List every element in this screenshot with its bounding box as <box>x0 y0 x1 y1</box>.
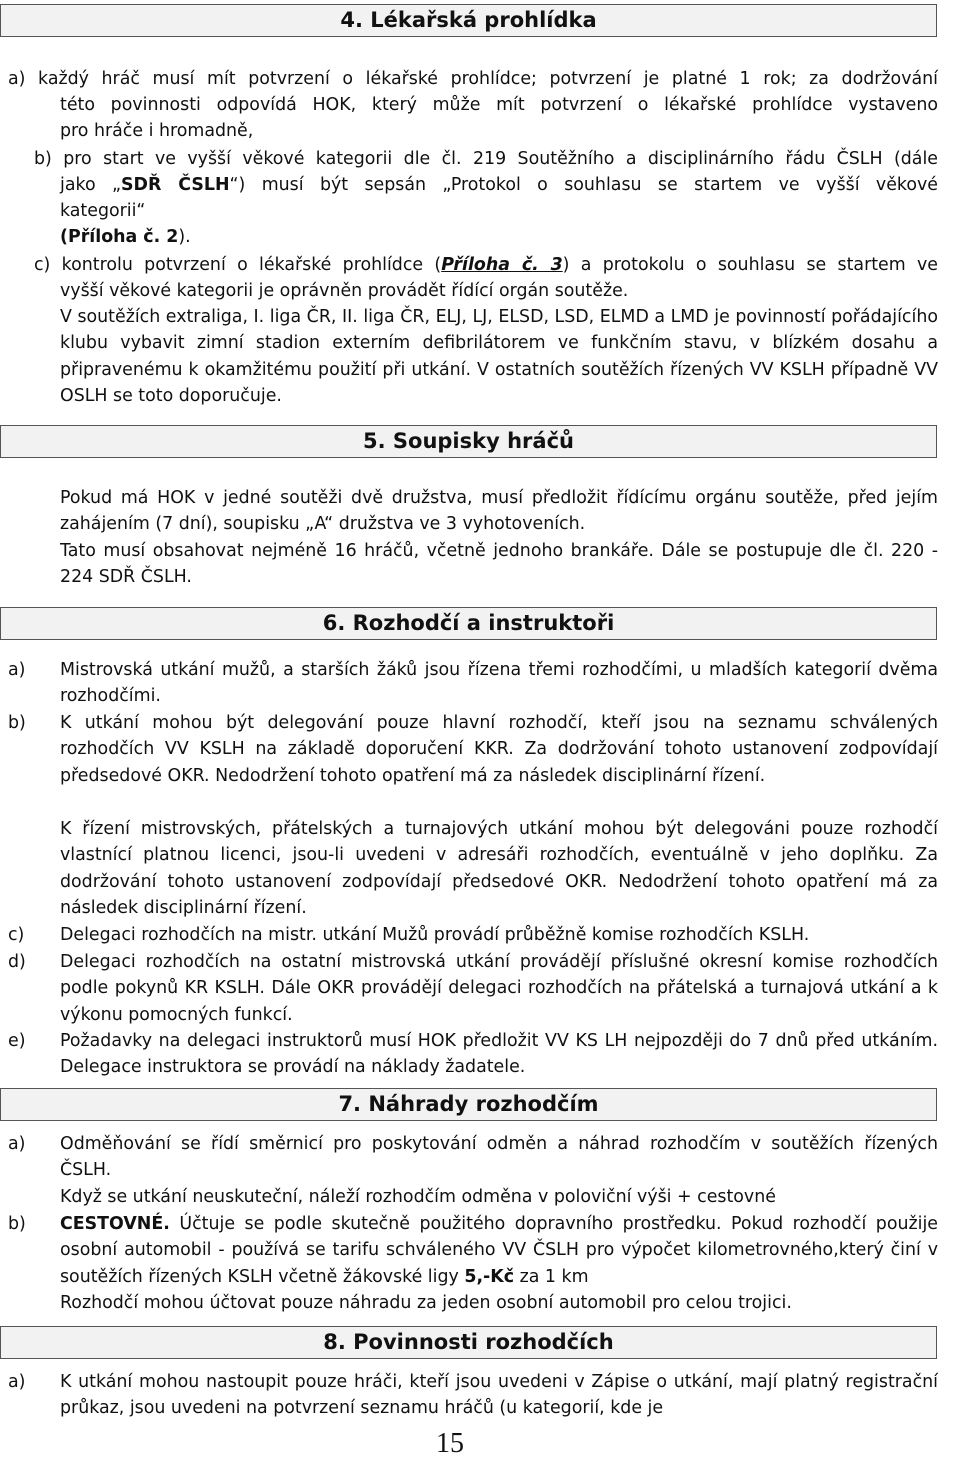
section-6-heading: 6. Rozhodčí a instruktoři <box>0 607 937 640</box>
s4-c1-bold: Příloha č. 3 <box>441 255 563 275</box>
s7-last-line: Rozhodčí mohou účtovat pouze náhradu za jeden osobní automobil pro celou trojici. <box>60 1293 792 1313</box>
s6-d-text: Delegaci rozhodčích na ostatní mistrovská utkání provádějí příslušné okresní komise rozhodčích podle pokynů KR KSLH. Dále OKR provádějí delegaci rozhodčích na přátelská a turnajová utkání a k výkonu pomocných funkcí. <box>60 952 938 1025</box>
s6-b-label: b) <box>8 713 26 733</box>
s4-c-line2: vyšší věkové kategorii je oprávněn provádět řídící orgán soutěže. <box>60 281 629 301</box>
section-7-heading: 7. Náhrady rozhodčím <box>0 1088 937 1121</box>
section-8-heading: 8. Povinnosti rozhodčích <box>0 1326 937 1359</box>
s7-b-text <box>60 1211 938 1290</box>
s4-c1-post: ) a protokolu o souhlasu se startem ve <box>562 255 938 275</box>
s4-a-line1: a) každý hráč musí mít potvrzení o lékařské prohlídce; potvrzení je platné 1 rok; za dodržování <box>8 69 938 89</box>
s7-cancelled-match-text: Když se utkání neuskuteční, náleží rozhodčím odměna v poloviční výši + cestovné <box>60 1187 776 1207</box>
s4-c1-pre: c) kontrolu potvrzení o lékařské prohlídce ( <box>34 255 442 275</box>
s4-b-line1: b) pro start ve vyšší věkové kategorii dle čl. 219 Soutěžního a disciplinárního řádu ČSLH (dále <box>34 149 938 169</box>
s7-b-text1: Účtuje se podle skutečně použitého dopravního prostředku. Pokud rozhodčí použije osobní automobil - používá se tarifu schváleného VV ČSLH pro výpočet kilometrovného,který činí v soutěžích řízených KSLH včetně žákovské ligy <box>60 1214 938 1287</box>
s6-d-label: d) <box>8 952 26 972</box>
s7-b-bold: CESTOVNÉ. <box>60 1214 170 1234</box>
s7-a-label: a) <box>8 1134 26 1154</box>
s4-b4-bold: (Příloha č. 2 <box>60 227 179 247</box>
s4-b2-bold: SDŘ ČSLH <box>120 175 230 195</box>
s5-paragraph-2: Tato musí obsahovat nejméně 16 hráčů, včetně jednoho brankáře. Dále se postupuje dle čl. 220 - 224 SDŘ ČSLH. <box>60 541 938 588</box>
s7-b-amount: 5,-Kč <box>464 1266 515 1287</box>
page-number: 15 <box>436 1428 464 1459</box>
s6-c-text: Delegaci rozhodčích na mistr. utkání Mužů provádí průběžně komise rozhodčích KSLH. <box>60 925 810 945</box>
s7-b-text2: za 1 km <box>514 1266 589 1287</box>
s5-paragraph-1: Pokud má HOK v jedné soutěži dvě družstva, musí předložit řídícímu orgánu soutěže, před jejím zahájením (7 dní), soupisku „A“ družstva ve 3 vyhotoveních. <box>60 488 938 535</box>
section-4-heading: 4. Lékařská prohlídka <box>0 4 937 37</box>
s7-a-text: Odměňování se řídí směrnicí pro poskytování odměn a náhrad rozhodčím v soutěžích řízených ČSLH. <box>60 1134 938 1181</box>
s6-e-label: e) <box>8 1031 26 1051</box>
s6-a-text: Mistrovská utkání mužů, a starších žáků jsou řízena třemi rozhodčími, u mladších kategorií dvěma rozhodčími. <box>60 660 938 707</box>
section-5-heading: 5. Soupisky hráčů <box>0 425 937 458</box>
s4-defibrillator-paragraph: V soutěžích extraliga, I. liga ČR, II. liga ČR, ELJ, LJ, ELSD, LSD, ELMD a LMD je povinností pořádajícího klubu vybavit zimní stadion externím defibrilátorem ve funkčním stavu, v blízkém dosahu a připravenému k okamžitému použití při utkání. V ostatních soutěžích řízených VV KSLH případně VV OSLH se toto doporučuje. <box>60 307 938 407</box>
s4-b-line2 <box>60 172 938 198</box>
s6-e-text: Požadavky na delegaci instruktorů musí HOK předložit VV KS LH nejpozději do 7 dnů před utkáním. Delegace instruktora se provádí na náklady žadatele. <box>60 1031 938 1078</box>
s7-b-label: b) <box>8 1214 26 1234</box>
s6-b-text-2: K řízení mistrovských, přátelských a turnajových utkání mohou být delegováni pouze rozhodčí vlastnící platnou licenci, jsou-li uvedeni v adresáři rozhodčích, eventuálně v jeho doplňku. Za dodržování tohoto ustanovení zodpovídají předsedové OKR. Nedodržení tohoto opatření má za následek disciplinární řízení. <box>60 819 938 919</box>
s4-a-line3: pro hráče i hromadně, <box>60 121 254 141</box>
s4-b2-post: “) musí být sepsán „Protokol o souhlasu se startem ve vyšší věkové <box>229 175 938 195</box>
s4-b-line3: kategorii“ <box>60 201 146 221</box>
s8-a-text: K utkání mohou nastoupit pouze hráči, kteří jsou uvedeni v Zápise o utkání, mají platný registrační průkaz, jsou uvedeni na potvrzení seznamu hráčů (u kategorií, kde je <box>60 1372 938 1419</box>
s8-a-label: a) <box>8 1372 26 1392</box>
s6-b-text-1: K utkání mohou být delegování pouze hlavní rozhodčí, kteří jsou na seznamu schválených rozhodčích VV KSLH na základě doporučení KKR. Za dodržování tohoto ustanovení zodpovídají předsedové OKR. Nedodržení tohoto opatření má za následek disciplinární řízení. <box>60 713 938 786</box>
s6-c-label: c) <box>8 925 25 945</box>
s4-b2-pre: jako „ <box>60 175 121 195</box>
s6-a-label: a) <box>8 660 26 680</box>
s4-a-line2: této povinnosti odpovídá HOK, který může mít potvrzení o lékařské prohlídce vystaveno <box>60 95 938 115</box>
s4-c-line1 <box>34 252 938 278</box>
s4-b-line4 <box>60 224 191 250</box>
s4-b4-post: ). <box>178 227 191 247</box>
